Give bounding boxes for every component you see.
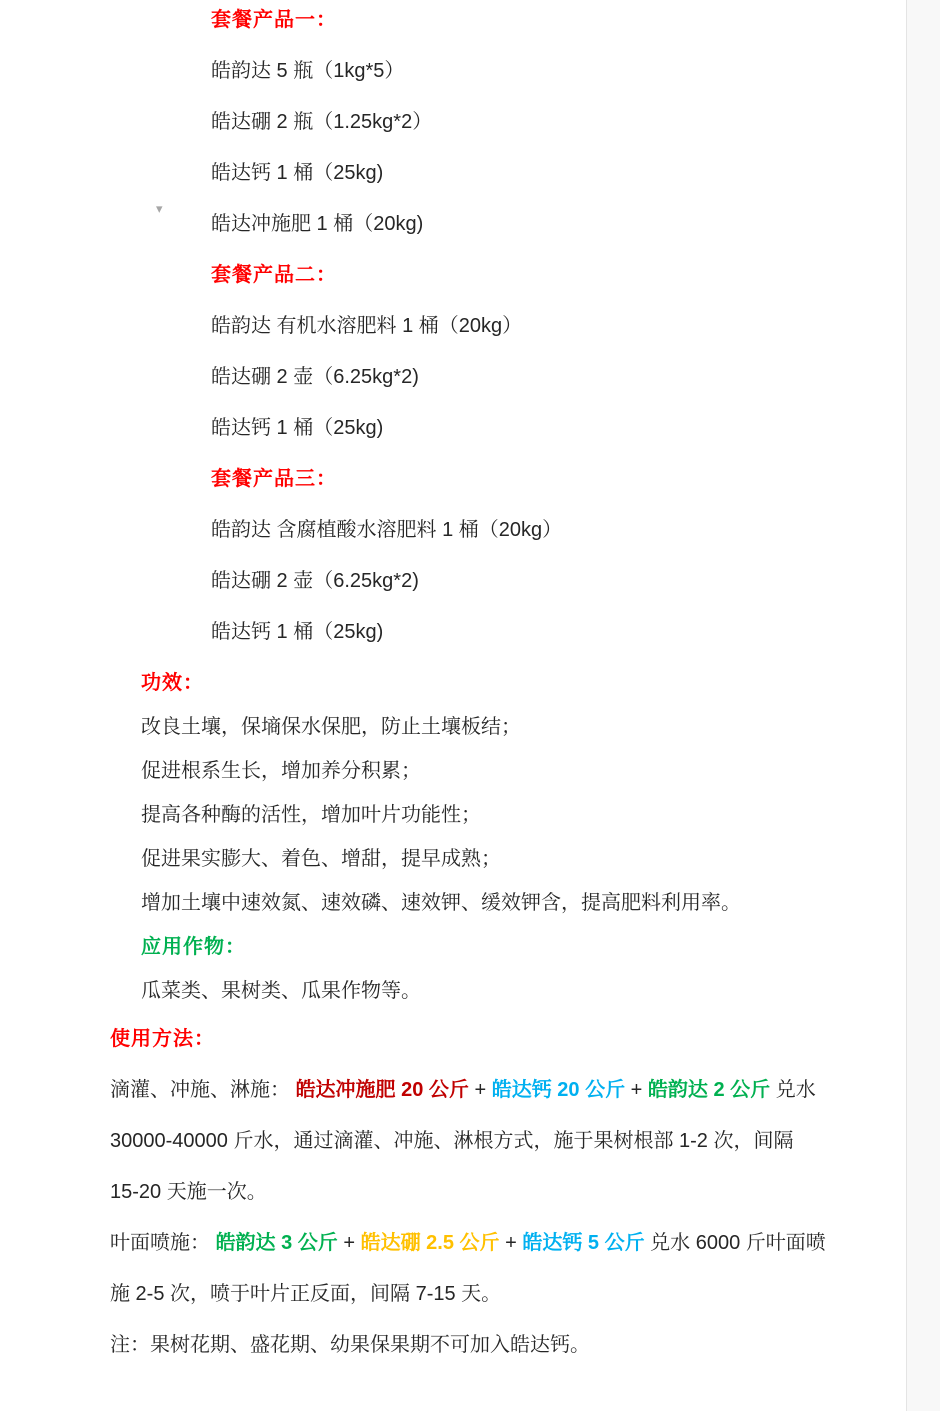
plus-sign: + <box>474 1079 487 1101</box>
usage-title: 使用方法： <box>110 1028 215 1050</box>
plus-sign: + <box>343 1232 356 1254</box>
package-3-title: 套餐产品三： <box>211 468 337 490</box>
drip-prefix: 滴灌、冲施、淋施： <box>110 1079 290 1101</box>
package-3-item: 皓达硼 2 壶（6.25kg*2) <box>211 570 419 592</box>
collapse-chevron-icon[interactable]: ▾ <box>156 201 163 216</box>
package-section-1 <box>0 0 940 235</box>
crops-title: 应用作物： <box>141 936 246 958</box>
efficacy-title: 功效： <box>141 672 204 694</box>
usage-drip-line-1 <box>110 1079 940 1101</box>
package-section-2 <box>0 264 940 439</box>
usage-drip-line-3: 15-20 天施一次。 <box>110 1181 267 1203</box>
plus-sign: + <box>505 1232 517 1254</box>
usage-foliar-line-2: 施 2-5 次，喷于叶片正反面，间隔 7-15 天。 <box>110 1283 502 1305</box>
package-2-item: 皓达硼 2 壶（6.25kg*2) <box>211 366 419 388</box>
drip-product-haoyunda: 皓韵达 2 公斤 <box>647 1079 771 1101</box>
efficacy-line: 促进根系生长，增加养分积累； <box>141 760 421 782</box>
package-3-item: 皓韵达 含腐植酸水溶肥料 1 桶（20kg） <box>211 519 563 541</box>
foliar-product-haodapeng: 皓达硼 2.5 公斤 <box>360 1232 500 1254</box>
package-1-title: 套餐产品一： <box>211 9 337 31</box>
drip-product-haodagai: 皓达钙 20 公斤 <box>491 1079 626 1101</box>
page-gutter <box>906 0 940 1411</box>
package-section-3 <box>0 468 940 643</box>
usage-note: 注：果树花期、盛花期、幼果保果期不可加入皓达钙。 <box>110 1334 590 1356</box>
package-2-title: 套餐产品二： <box>211 264 337 286</box>
drip-product-haodachongshifei: 皓达冲施肥 20 公斤 <box>295 1079 469 1101</box>
package-1-item: 皓达冲施肥 1 桶（20kg) <box>211 213 424 235</box>
package-1-item: 皓达钙 1 桶（25kg) <box>211 162 384 184</box>
usage-foliar-line-1 <box>110 1232 940 1254</box>
foliar-product-haodagai: 皓达钙 5 公斤 <box>522 1232 645 1254</box>
efficacy-line: 促进果实膨大、着色、增甜，提早成熟； <box>141 848 501 870</box>
foliar-product-haoyunda: 皓韵达 3 公斤 <box>215 1232 338 1254</box>
package-2-item: 皓达钙 1 桶（25kg) <box>211 417 384 439</box>
package-3-item: 皓达钙 1 桶（25kg) <box>211 621 384 643</box>
usage-drip-line-2: 30000-40000 斤水，通过滴灌、冲施、淋根方式，施于果树根部 1-2 次，间隔 <box>110 1130 794 1152</box>
efficacy-section <box>0 672 940 1002</box>
usage-section <box>0 1028 940 1356</box>
plus-sign: + <box>630 1079 643 1101</box>
efficacy-line: 改良土壤，保墒保水保肥，防止土壤板结； <box>141 716 521 738</box>
foliar-prefix: 叶面喷施： <box>110 1232 210 1254</box>
foliar-suffix: 兑水 6000 斤叶面喷 <box>650 1232 826 1254</box>
package-2-item: 皓韵达 有机水溶肥料 1 桶（20kg） <box>211 315 523 337</box>
crops-line: 瓜菜类、果树类、瓜果作物等。 <box>141 980 421 1002</box>
package-1-item: 皓达硼 2 瓶（1.25kg*2） <box>211 111 433 133</box>
efficacy-line: 提高各种酶的活性，增加叶片功能性； <box>141 804 481 826</box>
efficacy-line: 增加土壤中速效氮、速效磷、速效钾、缓效钾含，提高肥料利用率。 <box>141 892 741 914</box>
drip-suffix: 兑水 <box>775 1079 816 1101</box>
package-1-item: 皓韵达 5 瓶（1kg*5） <box>211 60 405 82</box>
